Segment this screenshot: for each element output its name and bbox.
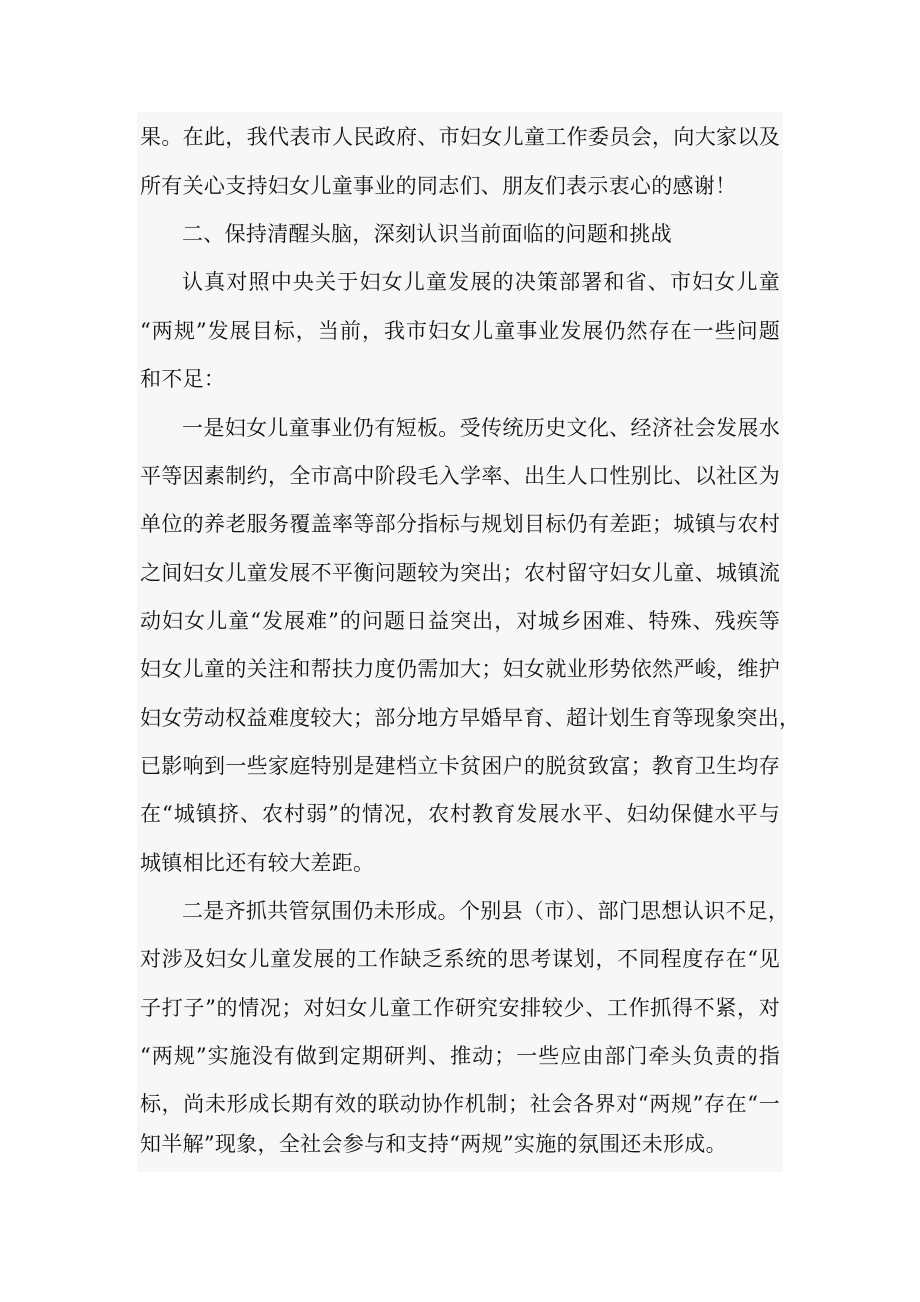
- text-line: 和不足：: [140, 367, 226, 391]
- text-line: “两规”实施没有做到定期研判、推动；一些应由部门牵头负责的指: [140, 1044, 780, 1068]
- paragraph-first-line: 一是妇女儿童事业仍有短板。受传统历史文化、经济社会发展水: [182, 416, 780, 440]
- text-line: 已影响到一些家庭特别是建档立卡贫困户的脱贫致富；教育卫生均存: [140, 754, 780, 778]
- text-line: 妇女劳动权益难度较大；部分地方早婚早育、超计划生育等现象突出，: [140, 706, 801, 730]
- text-line: 之间妇女儿童发展不平衡问题较为突出；农村留守妇女儿童、城镇流: [140, 561, 780, 585]
- text-line: 所有关心支持妇女儿童事业的同志们、朋友们表示衷心的感谢！: [140, 174, 737, 198]
- document-body: [137, 112, 801, 1172]
- text-line: 知半解”现象，全社会参与和支持“两规”实施的氛围还未形成。: [140, 1132, 727, 1156]
- paragraph-first-line: 认真对照中央关于妇女儿童发展的决策部署和省、市妇女儿童: [182, 270, 780, 294]
- text-line: “两规”发展目标，当前，我市妇女儿童事业发展仍然存在一些问题: [140, 319, 780, 343]
- text-line: 子打子”的情况；对妇女儿童工作研究安排较少、工作抓得不紧，对: [140, 996, 780, 1020]
- text-line: 在“城镇挤、农村弱”的情况，农村教育发展水平、妇幼保健水平与: [140, 802, 780, 826]
- text-line: 对涉及妇女儿童发展的工作缺乏系统的思考谋划，不同程度存在“见: [140, 947, 780, 971]
- text-line: 果。在此，我代表市人民政府、市妇女儿童工作委员会，向大家以及: [140, 125, 780, 149]
- text-line: 单位的养老服务覆盖率等部分指标与规划目标仍有差距；城镇与农村: [140, 512, 780, 536]
- text-line: 动妇女儿童“发展难”的问题日益突出，对城乡困难、特殊、残疾等: [140, 609, 780, 633]
- text-line: 城镇相比还有较大差距。: [140, 851, 375, 875]
- text-line: 妇女儿童的关注和帮扶力度仍需加大；妇女就业形势依然严峻，维护: [140, 657, 780, 681]
- paragraph-first-line: 二是齐抓共管氛围仍未形成。个别县（市）、部门思想认识不足，: [182, 899, 790, 923]
- section-heading: 二、保持清醒头脑，深刻认识当前面临的问题和挑战: [182, 222, 672, 246]
- text-line: 标，尚未形成长期有效的联动协作机制；社会各界对“两规”存在“一: [140, 1092, 780, 1116]
- text-line: 平等因素制约，全市高中阶段毛入学率、出生人口性别比、以社区为: [140, 464, 780, 488]
